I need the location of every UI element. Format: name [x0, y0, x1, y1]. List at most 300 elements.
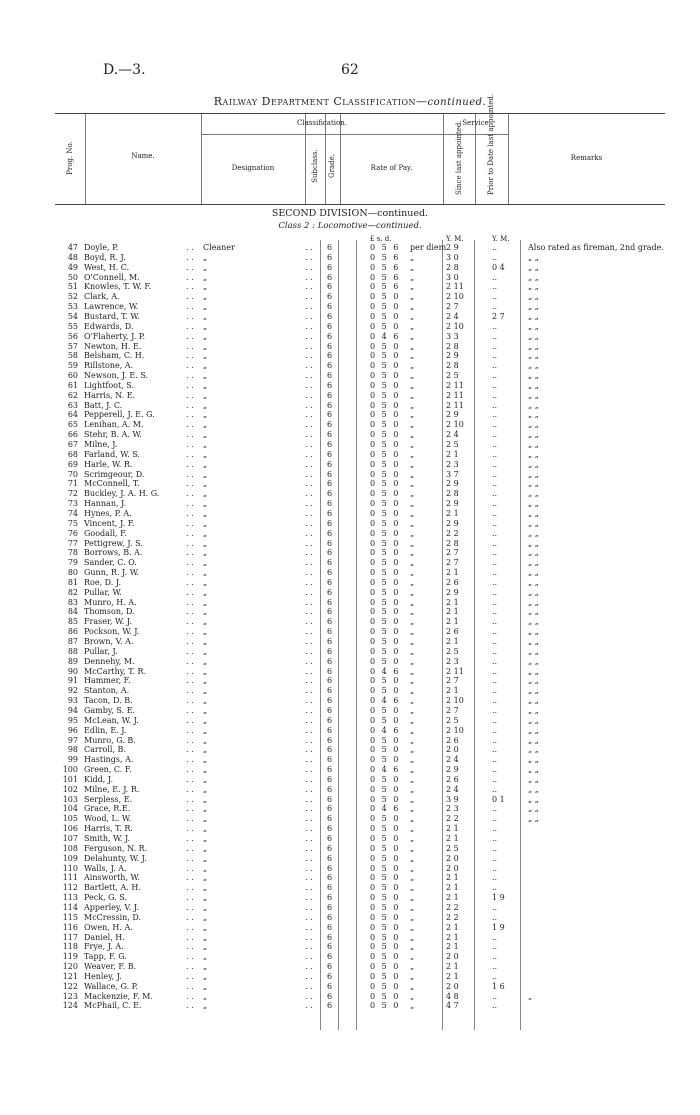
- name-cell: Dennehy, M.: [84, 656, 135, 666]
- name-cell: Stanton, A.: [84, 686, 130, 696]
- rate-of-pay-cell: 0 5 0: [370, 893, 401, 903]
- name-cell: O'Flaherty, J. P.: [84, 331, 146, 341]
- rate-of-pay-cell: 0 5 0: [370, 646, 401, 656]
- since-appointed-cell: 2 10: [446, 420, 464, 430]
- rate-of-pay-cell: 0 5 0: [370, 952, 401, 962]
- prog-no-cell: 103: [62, 794, 78, 804]
- title-main: Railway Department Classification—: [213, 95, 428, 108]
- since-appointed-cell: 4 8: [446, 991, 459, 1001]
- per-cell: „: [410, 341, 415, 351]
- name-cell: O'Connell, M.: [84, 272, 140, 282]
- since-appointed-cell: 2 6: [446, 774, 459, 784]
- rate-of-pay-cell: 0 5 0: [370, 607, 401, 617]
- rate-of-pay-cell: 0 5 0: [370, 459, 401, 469]
- rate-of-pay-cell: 0 5 6: [370, 243, 401, 252]
- prog-no-cell: 48: [67, 252, 78, 262]
- per-cell: „: [410, 400, 415, 410]
- table-row: [0, 765, 700, 774]
- since-appointed-cell: 2 1: [446, 449, 459, 459]
- leader-dots: . .: [305, 430, 313, 440]
- name-cell: McCressin, D.: [84, 912, 142, 922]
- per-cell: „: [410, 361, 415, 371]
- name-cell: Serpless, E.: [84, 794, 133, 804]
- designation-cell: „: [203, 853, 208, 863]
- leader-dots: . .: [186, 449, 194, 459]
- prog-no-cell: 52: [67, 292, 78, 302]
- prior-service-cell: 1 6: [492, 981, 505, 991]
- prior-service-cell: ..: [492, 834, 498, 843]
- remarks-cell: „ „: [528, 794, 539, 804]
- designation-cell: „: [203, 617, 208, 627]
- prog-no-cell: 122: [62, 981, 78, 991]
- table-row: [0, 460, 700, 469]
- subclass-cell: 6: [327, 371, 333, 381]
- remarks-cell: „ „: [528, 725, 539, 735]
- table-row: [0, 607, 700, 616]
- leader-dots: . .: [186, 853, 194, 863]
- leader-dots: . .: [305, 528, 313, 538]
- prior-service-cell: ..: [492, 331, 498, 341]
- leader-dots: . .: [186, 440, 194, 449]
- prog-no-cell: 51: [67, 282, 78, 292]
- col-grade: Grade.: [328, 154, 336, 178]
- per-cell: „: [410, 686, 415, 696]
- name-cell: Mackenzie, F. M.: [84, 991, 153, 1001]
- prior-service-cell: ..: [492, 627, 498, 637]
- rate-of-pay-cell: 0 5 0: [370, 834, 401, 843]
- prior-service-cell: ..: [492, 824, 498, 834]
- remarks-cell: „ „: [528, 351, 539, 361]
- prior-service-cell: 2 7: [492, 311, 505, 321]
- prog-no-cell: 88: [67, 646, 78, 656]
- subclass-cell: 6: [327, 518, 333, 528]
- prog-no-cell: 109: [62, 853, 78, 863]
- table-row: [0, 401, 700, 410]
- designation-cell: „: [203, 745, 208, 755]
- leader-dots: . .: [186, 607, 194, 617]
- prior-service-cell: ..: [492, 942, 498, 952]
- name-cell: Gunn, R. J. W.: [84, 568, 140, 578]
- since-appointed-cell: 2 2: [446, 902, 459, 912]
- since-appointed-cell: 2 11: [446, 282, 464, 292]
- table-row: [0, 263, 700, 272]
- table-row: [0, 371, 700, 380]
- prog-no-cell: 76: [67, 528, 78, 538]
- name-cell: Tapp, F. G.: [84, 952, 127, 962]
- since-units: Y. M.: [446, 235, 464, 243]
- name-cell: Hammer, F.: [84, 676, 131, 686]
- prog-no-cell: 115: [62, 912, 78, 922]
- leader-dots: . .: [186, 794, 194, 804]
- table-row: [0, 558, 700, 567]
- leader-dots: . .: [305, 440, 313, 449]
- prog-no-cell: 85: [67, 617, 78, 627]
- leader-dots: . .: [305, 646, 313, 656]
- per-cell: „: [410, 774, 415, 784]
- leader-dots: . .: [305, 814, 313, 824]
- remarks-cell: Also rated as fireman, 2nd grade.: [528, 243, 664, 252]
- prog-no-cell: 102: [62, 784, 78, 794]
- table-row: [0, 814, 700, 823]
- prog-no-cell: 75: [67, 518, 78, 528]
- subclass-cell: 6: [327, 341, 333, 351]
- name-cell: Borrows, B. A.: [84, 548, 143, 558]
- leader-dots: . .: [305, 962, 313, 972]
- name-cell: Goodall, F.: [84, 528, 127, 538]
- leader-dots: . .: [305, 243, 313, 252]
- table-row: [0, 342, 700, 351]
- table-row: [0, 696, 700, 705]
- leader-dots: . .: [186, 558, 194, 568]
- rate-of-pay-cell: 0 5 0: [370, 597, 401, 607]
- since-appointed-cell: 2 9: [446, 410, 459, 420]
- table-row: [0, 588, 700, 597]
- table-row: [0, 637, 700, 646]
- rate-of-pay-cell: 0 5 0: [370, 400, 401, 410]
- name-cell: Fraser, W. J.: [84, 617, 133, 627]
- designation-cell: „: [203, 725, 208, 735]
- leader-dots: . .: [186, 311, 194, 321]
- rate-of-pay-cell: 0 5 0: [370, 538, 401, 548]
- prior-service-cell: ..: [492, 804, 498, 814]
- leader-dots: . .: [186, 725, 194, 735]
- subclass-cell: 6: [327, 843, 333, 853]
- since-appointed-cell: 2 9: [446, 351, 459, 361]
- subclass-cell: 6: [327, 656, 333, 666]
- prior-service-cell: ..: [492, 508, 498, 518]
- table-row: [0, 706, 700, 715]
- since-appointed-cell: 2 0: [446, 952, 459, 962]
- designation-cell: „: [203, 538, 208, 548]
- designation-cell: „: [203, 499, 208, 509]
- prog-no-cell: 98: [67, 745, 78, 755]
- subclass-cell: 6: [327, 311, 333, 321]
- leader-dots: . .: [186, 479, 194, 489]
- leader-dots: . .: [186, 637, 194, 646]
- subclass-cell: 6: [327, 400, 333, 410]
- remarks-cell: „ „: [528, 518, 539, 528]
- per-cell: „: [410, 942, 415, 952]
- designation-cell: „: [203, 479, 208, 489]
- subclass-cell: 6: [327, 774, 333, 784]
- since-appointed-cell: 2 7: [446, 558, 459, 568]
- remarks-cell: „ „: [528, 282, 539, 292]
- subclass-cell: 6: [327, 597, 333, 607]
- prior-service-cell: ..: [492, 971, 498, 981]
- subclass-cell: 6: [327, 302, 333, 312]
- since-appointed-cell: 2 11: [446, 666, 464, 676]
- rate-of-pay-cell: 0 5 0: [370, 587, 401, 597]
- subclass-cell: 6: [327, 922, 333, 932]
- rate-of-pay-cell: 0 5 0: [370, 883, 401, 893]
- name-cell: Pettigrew, J. S.: [84, 538, 143, 548]
- designation-cell: „: [203, 794, 208, 804]
- designation-cell: „: [203, 390, 208, 400]
- subclass-cell: 6: [327, 449, 333, 459]
- prior-service-cell: ..: [492, 843, 498, 853]
- leader-dots: . .: [305, 745, 313, 755]
- col-remarks: Remarks: [570, 154, 603, 162]
- prog-no-cell: 104: [62, 804, 78, 814]
- leader-dots: . .: [305, 932, 313, 942]
- table-row: [0, 332, 700, 341]
- designation-cell: „: [203, 981, 208, 991]
- remarks-cell: „ „: [528, 597, 539, 607]
- name-cell: Vincent, J. F.: [84, 518, 135, 528]
- table-row: [0, 775, 700, 784]
- designation-cell: „: [203, 380, 208, 390]
- prog-no-cell: 83: [67, 597, 78, 607]
- designation-cell: „: [203, 607, 208, 617]
- leader-dots: . .: [305, 499, 313, 509]
- remarks-cell: „ „: [528, 430, 539, 440]
- prior-service-cell: ..: [492, 853, 498, 863]
- leader-dots: . .: [305, 302, 313, 312]
- designation-cell: „: [203, 459, 208, 469]
- table-row: [0, 726, 700, 735]
- per-cell: „: [410, 371, 415, 381]
- leader-dots: . .: [186, 863, 194, 873]
- leader-dots: . .: [186, 765, 194, 775]
- leader-dots: . .: [305, 282, 313, 292]
- leader-dots: . .: [305, 597, 313, 607]
- rate-of-pay-cell: 0 4 6: [370, 331, 401, 341]
- leader-dots: . .: [305, 548, 313, 558]
- prior-service-cell: ..: [492, 577, 498, 587]
- table-row: [0, 647, 700, 656]
- name-cell: Batt, J. C.: [84, 400, 123, 410]
- remarks-cell: „ „: [528, 577, 539, 587]
- per-cell: „: [410, 962, 415, 972]
- since-appointed-cell: 2 8: [446, 262, 459, 272]
- subclass-cell: 6: [327, 459, 333, 469]
- per-cell: „: [410, 893, 415, 903]
- designation-cell: „: [203, 656, 208, 666]
- leader-dots: . .: [305, 361, 313, 371]
- remarks-cell: „ „: [528, 400, 539, 410]
- designation-cell: „: [203, 696, 208, 706]
- leader-dots: . .: [186, 292, 194, 302]
- table-row: [0, 430, 700, 439]
- name-cell: Kidd, J.: [84, 774, 113, 784]
- prior-service-cell: ..: [492, 361, 498, 371]
- rate-of-pay-cell: 0 5 0: [370, 302, 401, 312]
- per-cell: „: [410, 420, 415, 430]
- per-cell: „: [410, 814, 415, 824]
- designation-cell: „: [203, 341, 208, 351]
- subclass-cell: 6: [327, 390, 333, 400]
- designation-cell: „: [203, 292, 208, 302]
- rate-of-pay-cell: 0 5 0: [370, 469, 401, 479]
- leader-dots: . .: [186, 705, 194, 715]
- since-appointed-cell: 2 11: [446, 400, 464, 410]
- name-cell: Doyle, P.: [84, 243, 119, 252]
- remarks-cell: „ „: [528, 745, 539, 755]
- per-cell: „: [410, 705, 415, 715]
- rate-of-pay-cell: 0 5 0: [370, 410, 401, 420]
- subclass-cell: 6: [327, 380, 333, 390]
- designation-cell: „: [203, 765, 208, 775]
- rate-of-pay-cell: 0 5 0: [370, 292, 401, 302]
- rate-of-pay-cell: 0 5 0: [370, 971, 401, 981]
- prog-no-cell: 55: [67, 321, 78, 331]
- prog-no-cell: 119: [62, 952, 78, 962]
- prog-no-cell: 77: [67, 538, 78, 548]
- since-appointed-cell: 4 7: [446, 1001, 459, 1011]
- col-classification: Classification.: [297, 119, 347, 127]
- since-appointed-cell: 2 9: [446, 479, 459, 489]
- leader-dots: . .: [186, 341, 194, 351]
- subclass-cell: 6: [327, 440, 333, 449]
- name-cell: Buckley, J. A. H. G.: [84, 489, 160, 499]
- per-cell: „: [410, 272, 415, 282]
- table-title: [0, 95, 700, 108]
- leader-dots: . .: [186, 686, 194, 696]
- designation-cell: „: [203, 568, 208, 578]
- per-cell: „: [410, 627, 415, 637]
- per-cell: „: [410, 311, 415, 321]
- rate-of-pay-cell: 0 5 0: [370, 794, 401, 804]
- prog-no-cell: 74: [67, 508, 78, 518]
- leader-dots: . .: [186, 469, 194, 479]
- table-row: [0, 972, 700, 981]
- leader-dots: . .: [305, 252, 313, 262]
- table-row: [0, 470, 700, 479]
- name-cell: Ferguson, N. R.: [84, 843, 148, 853]
- subclass-cell: 6: [327, 499, 333, 509]
- leader-dots: . .: [305, 755, 313, 765]
- designation-cell: „: [203, 686, 208, 696]
- per-cell: „: [410, 321, 415, 331]
- table-row: [0, 509, 700, 518]
- name-cell: Ainsworth, W.: [84, 873, 140, 883]
- rate-of-pay-cell: 0 5 0: [370, 351, 401, 361]
- name-cell: Roe, D. J.: [84, 577, 122, 587]
- remarks-cell: „ „: [528, 774, 539, 784]
- name-cell: West, H. C.: [84, 262, 130, 272]
- since-appointed-cell: 2 1: [446, 597, 459, 607]
- designation-cell: „: [203, 321, 208, 331]
- rate-of-pay-cell: 0 5 6: [370, 252, 401, 262]
- table-row: [0, 381, 700, 390]
- per-cell: „: [410, 518, 415, 528]
- remarks-cell: „ „: [528, 696, 539, 706]
- prior-service-cell: ..: [492, 962, 498, 972]
- col-name: Name.: [131, 152, 155, 160]
- leader-dots: . .: [186, 981, 194, 991]
- designation-cell: „: [203, 834, 208, 843]
- since-appointed-cell: 2 1: [446, 607, 459, 617]
- rate-of-pay-cell: 0 4 6: [370, 804, 401, 814]
- prog-no-cell: 67: [67, 440, 78, 449]
- since-appointed-cell: 2 5: [446, 440, 459, 449]
- subclass-cell: 6: [327, 577, 333, 587]
- per-cell: „: [410, 932, 415, 942]
- designation-cell: „: [203, 518, 208, 528]
- name-cell: Gamby, S. E.: [84, 705, 136, 715]
- leader-dots: . .: [305, 863, 313, 873]
- rate-of-pay-cell: 0 5 0: [370, 311, 401, 321]
- since-appointed-cell: 2 1: [446, 962, 459, 972]
- prior-service-cell: ..: [492, 912, 498, 922]
- per-cell: „: [410, 794, 415, 804]
- table-row: [0, 499, 700, 508]
- remarks-cell: „ „: [528, 252, 539, 262]
- document-reference: D.—3.: [103, 62, 146, 78]
- name-cell: Lightfoot, S.: [84, 380, 134, 390]
- name-cell: Walls, J. A.: [84, 863, 127, 873]
- rate-of-pay-cell: 0 5 0: [370, 814, 401, 824]
- since-appointed-cell: 2 1: [446, 508, 459, 518]
- prior-service-cell: ..: [492, 725, 498, 735]
- subclass-cell: 6: [327, 558, 333, 568]
- prior-service-cell: ..: [492, 321, 498, 331]
- leader-dots: . .: [186, 755, 194, 765]
- leader-dots: . .: [186, 1001, 194, 1011]
- per-cell: „: [410, 656, 415, 666]
- rate-of-pay-cell: 0 5 0: [370, 361, 401, 371]
- leader-dots: . .: [305, 676, 313, 686]
- per-cell: „: [410, 952, 415, 962]
- since-appointed-cell: 2 8: [446, 538, 459, 548]
- prior-service-cell: ..: [492, 705, 498, 715]
- designation-cell: „: [203, 843, 208, 853]
- name-cell: Newton, H. E.: [84, 341, 142, 351]
- prior-service-cell: ..: [492, 351, 498, 361]
- name-cell: Milne, J.: [84, 440, 118, 449]
- leader-dots: . .: [186, 587, 194, 597]
- rate-of-pay-cell: 0 5 0: [370, 912, 401, 922]
- designation-cell: „: [203, 400, 208, 410]
- col-service: Service: [462, 119, 489, 127]
- name-cell: Hynes, P. A.: [84, 508, 132, 518]
- per-cell: „: [410, 380, 415, 390]
- table-row: [0, 479, 700, 488]
- leader-dots: . .: [186, 597, 194, 607]
- remarks-cell: „ „: [528, 568, 539, 578]
- leader-dots: . .: [305, 272, 313, 282]
- name-cell: McPhail, C. E.: [84, 1001, 142, 1011]
- pay-units: £ s. d.: [370, 235, 392, 243]
- prog-no-cell: 89: [67, 656, 78, 666]
- per-cell: „: [410, 587, 415, 597]
- table-row: [0, 578, 700, 587]
- rate-of-pay-cell: 0 5 0: [370, 577, 401, 587]
- leader-dots: . .: [186, 538, 194, 548]
- leader-dots: . .: [305, 292, 313, 302]
- since-appointed-cell: 2 1: [446, 883, 459, 893]
- since-appointed-cell: 2 3: [446, 459, 459, 469]
- leader-dots: . .: [186, 331, 194, 341]
- remarks-cell: „ „: [528, 311, 539, 321]
- designation-cell: „: [203, 932, 208, 942]
- rate-of-pay-cell: 0 4 6: [370, 696, 401, 706]
- prog-no-cell: 50: [67, 272, 78, 282]
- prog-no-cell: 93: [67, 696, 78, 706]
- name-cell: Weaver, F. B.: [84, 962, 137, 972]
- table-row: [0, 420, 700, 429]
- col-designation: Designation: [231, 164, 275, 172]
- leader-dots: . .: [186, 400, 194, 410]
- per-cell: „: [410, 981, 415, 991]
- name-cell: Lenihan, A. M.: [84, 420, 144, 430]
- leader-dots: . .: [186, 804, 194, 814]
- leader-dots: . .: [305, 981, 313, 991]
- leader-dots: . .: [186, 824, 194, 834]
- table-row: [0, 657, 700, 666]
- table-row: [0, 795, 700, 804]
- since-appointed-cell: 2 11: [446, 380, 464, 390]
